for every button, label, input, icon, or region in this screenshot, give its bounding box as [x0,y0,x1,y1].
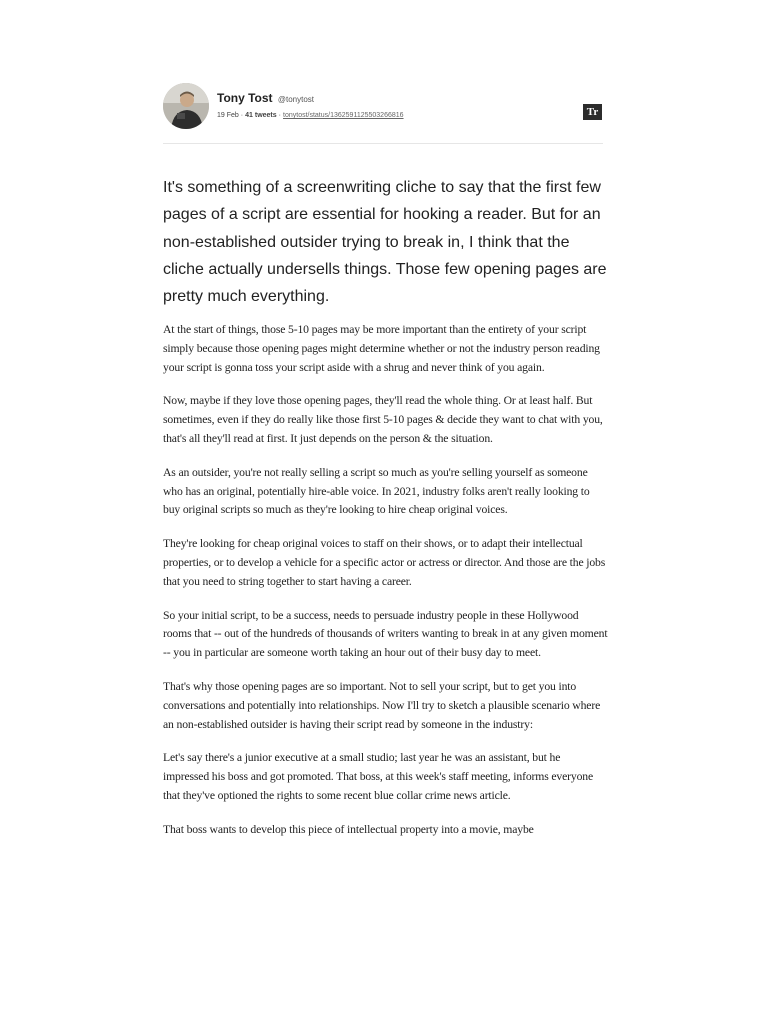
meta-separator-2: · [278,112,282,119]
author-handle[interactable]: @tonytost [277,95,315,104]
paragraph: Let's say there's a junior executive at a small studio; last year he was an assistant, but he impressed his boss and got promoted. That boss, at this week's staff meeting, informs everyone that they've optioned the rights to some recent blue collar crime news article. [163,751,594,802]
lead-paragraph: It's something of a screenwriting cliche to say that the first few pages of a script are essential for hooking a reader. But for an non-established outsider trying to break in, I think that the cliche actually undersells things. Those few opening pages are pretty much everything. [163,179,607,306]
author-avatar[interactable] [163,83,209,129]
article-body [163,321,608,855]
threadreader-logo-icon[interactable]: Tr [583,104,602,120]
thread-date: 19 Feb [217,112,239,119]
meta-separator: · [240,112,244,119]
paragraph: So your initial script, to be a success, needs to persuade industry people in these Hollywood rooms that -- out of the hundreds of thousands of writers wanting to break in at any given moment -- you in particular are someone worth taking an hour out of their busy day to meet. [163,608,608,660]
paragraph: At the start of things, those 5-10 pages may be more important than the entirety of your script simply because those opening pages might determine whether or not the industry person reading your script is gonna toss your script aside with a shrug and never think of you again. [163,323,600,374]
paragraph: They're looking for cheap original voices to staff on their shows, or to adapt their intellectual properties, or to develop a vehicle for a specific actor or actress or director. And those are the jobs that you need to string together to start having a career. [163,537,606,588]
tweet-count: 41 tweets [245,112,277,119]
profile-photo-icon [163,83,209,129]
paragraph: As an outsider, you're not really selling a script so much as you're selling yourself as someone who has an original, potentially hire-able voice. In 2021, industry folks aren't really looking to buy original scripts so much as they're looking to hire cheap original voices. [163,465,590,517]
thread-header [163,83,603,144]
paragraph: Now, maybe if they love those opening pages, they'll read the whole thing. Or at least half. But sometimes, even if they do really like those first 5-10 pages & decide they want to chat with you, that's all they'll read at first. It just depends on the person & the situation. [163,394,603,445]
tweet-link[interactable]: tonytost/status/1362591125503266816 [283,112,404,119]
author-name[interactable]: Tony Tost @tonytost [217,91,315,105]
paragraph: That's why those opening pages are so important. Not to sell your script, but to get you into conversations and potentially into relationships. Now I'll try to sketch a plausible scenario where an non-established outsider is having their script read by someone in the industry: [163,679,601,731]
paragraph: That boss wants to develop this piece of intellectual property into a movie, maybe [163,822,534,836]
thread-meta [217,112,404,119]
